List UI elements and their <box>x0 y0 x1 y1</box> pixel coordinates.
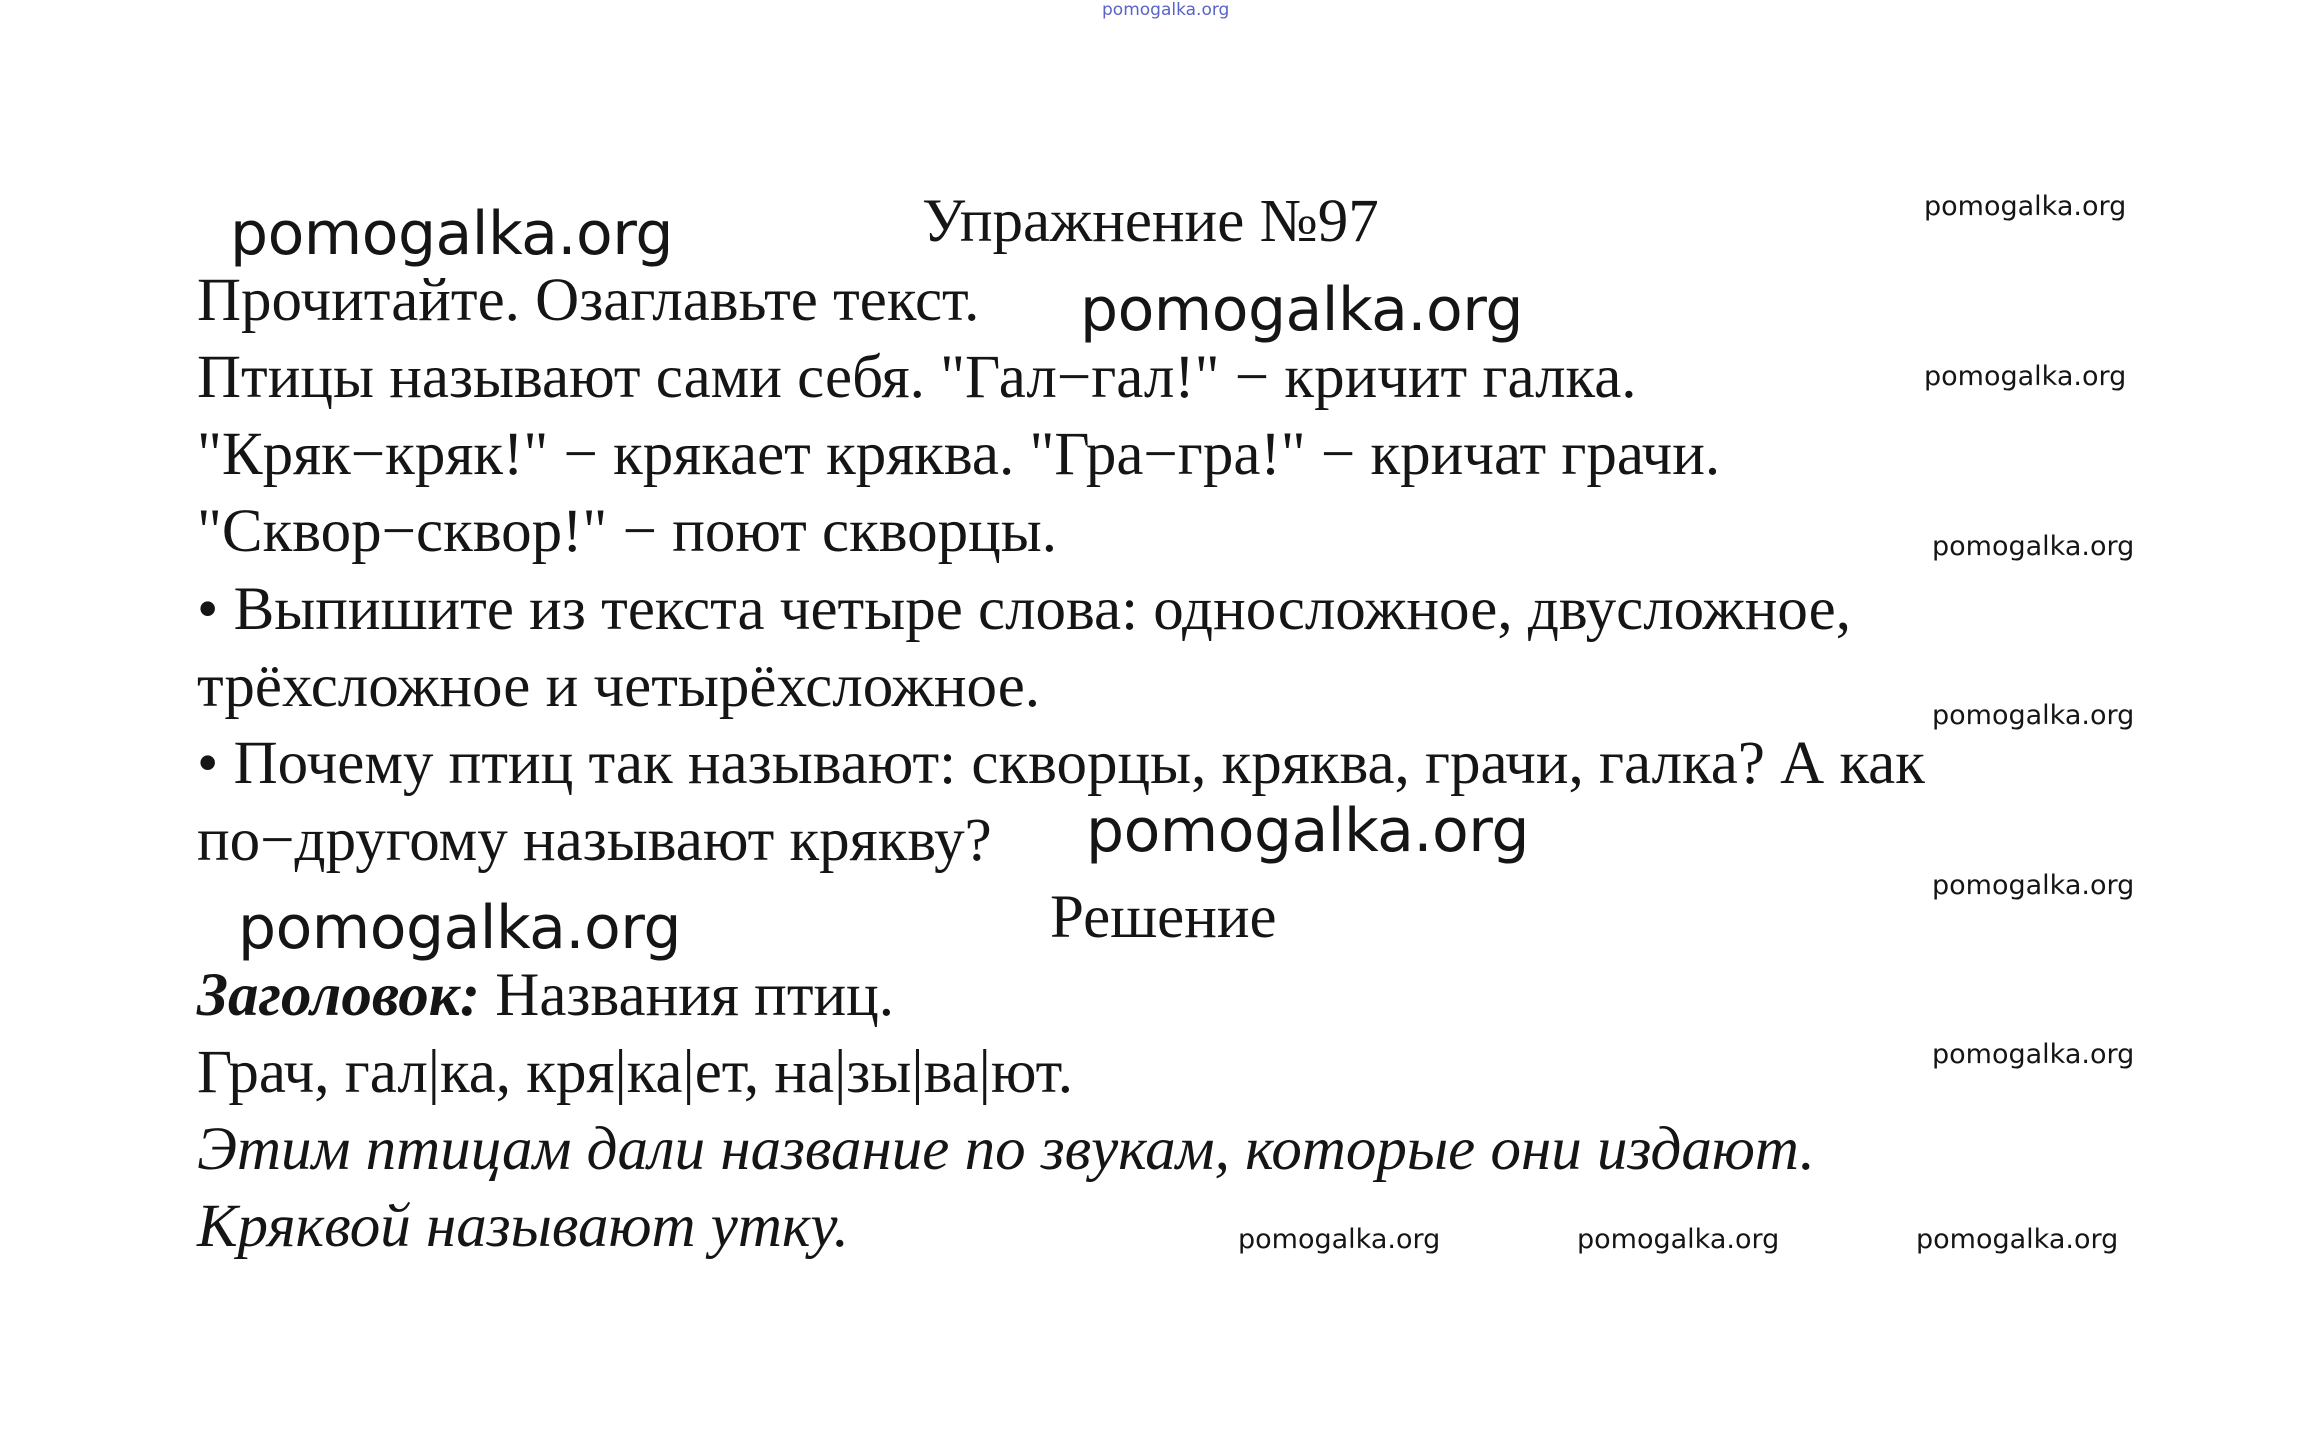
task-bullet-2-line-1: • Почему птиц так называют: скворцы, кряква, грачи, галка? А как <box>197 730 1925 797</box>
watermark-small-6: pomogalka.org <box>1932 1039 2135 1070</box>
watermark-small-7: pomogalka.org <box>1238 1224 1441 1255</box>
task-bullet-1-line-1: • Выпишите из текста четыре слова: односложное, двусложное, <box>197 576 1851 643</box>
watermark-large-4: pomogalka.org <box>238 893 681 963</box>
solution-syllables: Грач, гал|ка, кря|ка|ет, на|зы|ва|ют. <box>197 1039 1073 1106</box>
watermark-large-2: pomogalka.org <box>1080 275 1523 345</box>
solution-heading-label: Заголовок: <box>197 962 481 1029</box>
solution-answer-line-2: Кряквой называют утку. <box>197 1193 849 1260</box>
top-watermark: pomogalka.org <box>1102 0 1230 20</box>
watermark-large-3: pomogalka.org <box>1086 796 1529 866</box>
watermark-small-1: pomogalka.org <box>1924 191 2127 222</box>
solution-answer-line-1: Этим птицам дали название по звукам, которые они издают. <box>197 1116 1815 1183</box>
watermark-small-5: pomogalka.org <box>1932 870 2135 901</box>
watermark-small-9: pomogalka.org <box>1916 1224 2119 1255</box>
watermark-small-2: pomogalka.org <box>1924 361 2127 392</box>
task-bullet-2-line-2: по−другому называют крякву? <box>197 807 992 874</box>
solution-heading-line <box>197 958 894 1034</box>
watermark-small-3: pomogalka.org <box>1932 531 2135 562</box>
watermark-small-8: pomogalka.org <box>1577 1224 1780 1255</box>
exercise-title: Упражнение №97 <box>922 188 1379 255</box>
watermark-small-4: pomogalka.org <box>1932 700 2135 731</box>
solution-heading-value: Названия птиц. <box>480 962 895 1029</box>
solution-title: Решение <box>1050 884 1277 951</box>
watermark-large-1: pomogalka.org <box>230 199 673 269</box>
task-instruction: Прочитайте. Озаглавьте текст. <box>197 267 980 334</box>
task-text-line-2: "Кряк−кряк!" − крякает кряква. "Гра−гра!" − кричат грачи. <box>197 421 1721 488</box>
task-bullet-1-line-2: трёхсложное и четырёхсложное. <box>197 653 1041 720</box>
task-text-line-1: Птицы называют сами себя. "Гал−гал!" − кричит галка. <box>197 344 1637 411</box>
task-text-line-3: "Сквор−сквор!" − поют скворцы. <box>197 498 1058 565</box>
